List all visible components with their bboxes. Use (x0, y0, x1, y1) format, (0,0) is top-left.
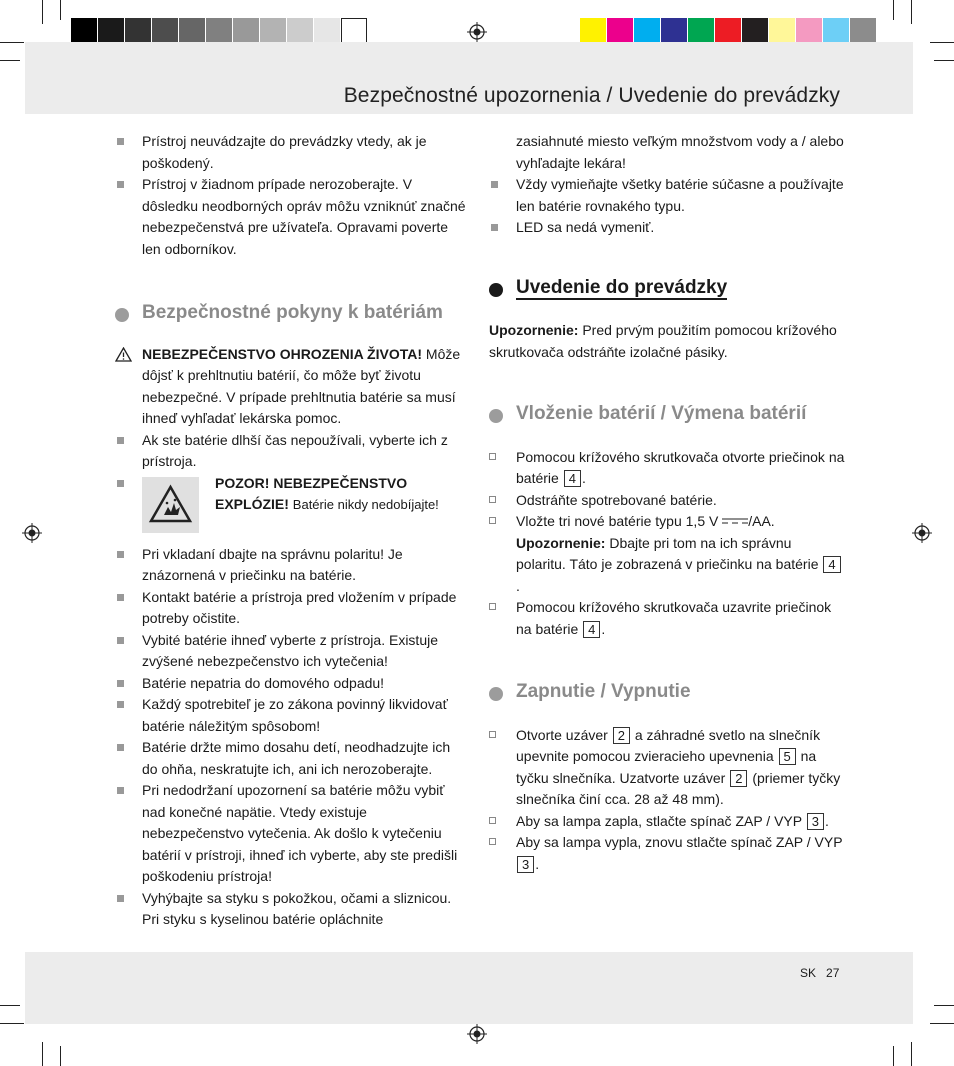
list-item: Vždy vymieňajte všetky batérie súčasne a používajte len batérie rovnakého typu. (489, 174, 845, 217)
bullet-icon (117, 437, 124, 444)
bullet-icon (117, 138, 124, 145)
bullet-icon (491, 181, 498, 188)
checkbox-icon (489, 496, 496, 503)
list-item: Prístroj v žiadnom prípade nerozoberajte. V dôsledku neodborných opráv môžu vzniknúť značné nebezpečenstvá pre užívateľa. Opravami poverte len odborníkov. (115, 174, 467, 260)
crop-mark (42, 1042, 43, 1066)
continuation-text: zasiahnuté miesto veľkým množstvom vody a / alebo vyhľadajte lekára! (516, 133, 844, 171)
registration-mark-icon (467, 1024, 487, 1044)
crop-mark (930, 1023, 954, 1024)
crop-mark (893, 0, 894, 20)
list-item: Aby sa lampa vypla, znovu stlačte spínač ZAP / VYP 3 . (489, 832, 845, 875)
crop-mark (0, 42, 24, 43)
list-item: Každý spotrebiteľ je zo zákona povinný likvidovať batérie náležitým spôsobom! (115, 694, 467, 737)
crop-mark (0, 60, 20, 61)
list-item: LED sa nedá vymeniť. (489, 217, 845, 239)
ref-number: 3 (517, 856, 534, 873)
list-item: Pomocou krížového skrutkovača uzavrite priečinok na batérie 4 . (489, 597, 845, 640)
page-title: Bezpečnostné upozornenia / Uvedenie do prevádzky (343, 84, 840, 107)
switch-heading: Zapnutie / Vypnutie (489, 681, 845, 703)
switch-steps (489, 725, 845, 876)
crop-mark (0, 1005, 20, 1006)
crop-mark (893, 1046, 894, 1066)
bullet-icon (117, 701, 124, 708)
list-item: Aby sa lampa zapla, stlačte spínač ZAP / VYP 3 . (489, 811, 845, 833)
checkbox-icon (489, 453, 496, 460)
bullet-icon (491, 224, 498, 231)
list-item: Vložte tri nové batérie typu 1,5 V /AA. Upozornenie: Dbajte pri tom na ich správnu polaritu. Táto je zobrazená v priečinku na batérie 4. (489, 511, 845, 597)
left-column (115, 131, 467, 931)
checkbox-icon (489, 603, 496, 610)
crop-mark (934, 1005, 954, 1006)
registration-mark-icon (467, 22, 487, 42)
right-column (489, 131, 845, 875)
ref-number: 4 (564, 470, 581, 487)
crop-mark (911, 1042, 912, 1066)
heading-dot-icon (489, 687, 503, 701)
heading-dot-icon (115, 308, 129, 322)
registration-mark-icon (22, 523, 42, 543)
startup-heading: Uvedenie do prevádzky (489, 277, 845, 299)
list-item: Pomocou krížového skrutkovača otvorte priečinok na batérie 4 . (489, 447, 845, 490)
battery-list (115, 544, 467, 931)
ref-number: 5 (779, 748, 796, 765)
bullet-icon (117, 637, 124, 644)
list-item: Pri nedodržaní upozornení sa batérie môžu vybiť nad konečné napätie. Vtedy existuje nebezpečenstvo vytečenia. Ak došlo k vytečeniu batérií v prístroji, ihneď ich vyberte, aby ste predišli poškodeniu prístroja! (115, 780, 467, 888)
list-item: Odstráňte spotrebované batérie. (489, 490, 845, 512)
heading-dot-icon (489, 409, 503, 423)
bullet-icon (117, 181, 124, 188)
checkbox-icon (489, 817, 496, 824)
crop-mark (42, 0, 43, 24)
warning-triangle-icon (115, 347, 132, 362)
bullet-icon (117, 680, 124, 687)
checkbox-icon (489, 838, 496, 845)
ref-number: 4 (583, 621, 600, 638)
bullet-icon (117, 895, 124, 902)
list-item: Kontakt batérie a prístroja pred vložením v prípade potreby očistite. (115, 587, 467, 630)
insert-batteries-heading: Vloženie batérií / Výmena batérií (489, 403, 845, 425)
bullet-icon (117, 480, 124, 487)
bullet-icon (117, 787, 124, 794)
ref-number: 2 (613, 727, 630, 744)
explosion-warning: POZOR! NEBEZPEČENSTVO EXPLÓZIE! Batérie nikdy nedobíjajte! (115, 473, 467, 535)
list-item: Batérie držte mimo dosahu detí, neodhadzujte ich do ohňa, neskratujte ich, ani ich nerozoberajte. (115, 737, 467, 780)
ref-number: 2 (730, 770, 747, 787)
checkbox-icon (489, 517, 496, 524)
insert-steps (489, 447, 845, 641)
danger-warning: NEBEZPEČENSTVO OHROZENIA ŽIVOTA! Môže dôjsť k prehltnutiu batérií, čo môže byť životu nebezpečné. V prípade prehltnutia batérie sa musí ihneď vyhľadať lekárska pomoc. (115, 344, 467, 430)
crop-mark (934, 60, 954, 61)
footer-band (25, 952, 913, 1024)
list-item: Batérie nepatria do domového odpadu! (115, 673, 467, 695)
explosion-hazard-icon (142, 477, 199, 533)
startup-notice: Upozornenie: Pred prvým použitím pomocou krížového skrutkovača odstráňte izolačné pásiky. (489, 322, 837, 360)
crop-mark (60, 1046, 61, 1066)
list-item: Ak ste batérie dlhší čas nepoužívali, vyberte ich z prístroja. (115, 430, 467, 473)
list-item: Vyhýbajte sa styku s pokožkou, očami a sliznicou. Pri styku s kyselinou batérie opláchnite (115, 888, 467, 931)
crop-mark (930, 42, 954, 43)
dc-voltage-icon (722, 516, 748, 526)
heading-dot-icon (489, 283, 503, 297)
list-item: Prístroj neuvádzajte do prevádzky vtedy, ak je poškodený. (115, 131, 467, 174)
crop-mark (0, 1023, 24, 1024)
battery-safety-heading: Bezpečnostné pokyny k batériám (115, 302, 467, 324)
list-item: Vybité batérie ihneď vyberte z prístroja. Existuje zvýšené nebezpečenstvo ich vytečenia! (115, 630, 467, 673)
page-footer: SK 27 (800, 966, 840, 980)
crop-mark (911, 0, 912, 24)
list-item: Pri vkladaní dbajte na správnu polaritu! Je znázornená v priečinku na batérie. (115, 544, 467, 587)
bullet-icon (117, 551, 124, 558)
ref-number: 4 (823, 556, 840, 573)
ref-number: 3 (807, 813, 824, 830)
checkbox-icon (489, 731, 496, 738)
list-item: Otvorte uzáver 2 a záhradné svetlo na slnečník upevnite pomocou zvieracieho upevnenia 5 na tyčku slnečníka. Uzatvorte uzáver 2 (priemer tyčky slnečníka činí cca. 28 až 48 mm). (489, 725, 845, 811)
registration-mark-icon (912, 523, 932, 543)
crop-mark (60, 0, 61, 20)
bullet-icon (117, 744, 124, 751)
bullet-icon (117, 594, 124, 601)
